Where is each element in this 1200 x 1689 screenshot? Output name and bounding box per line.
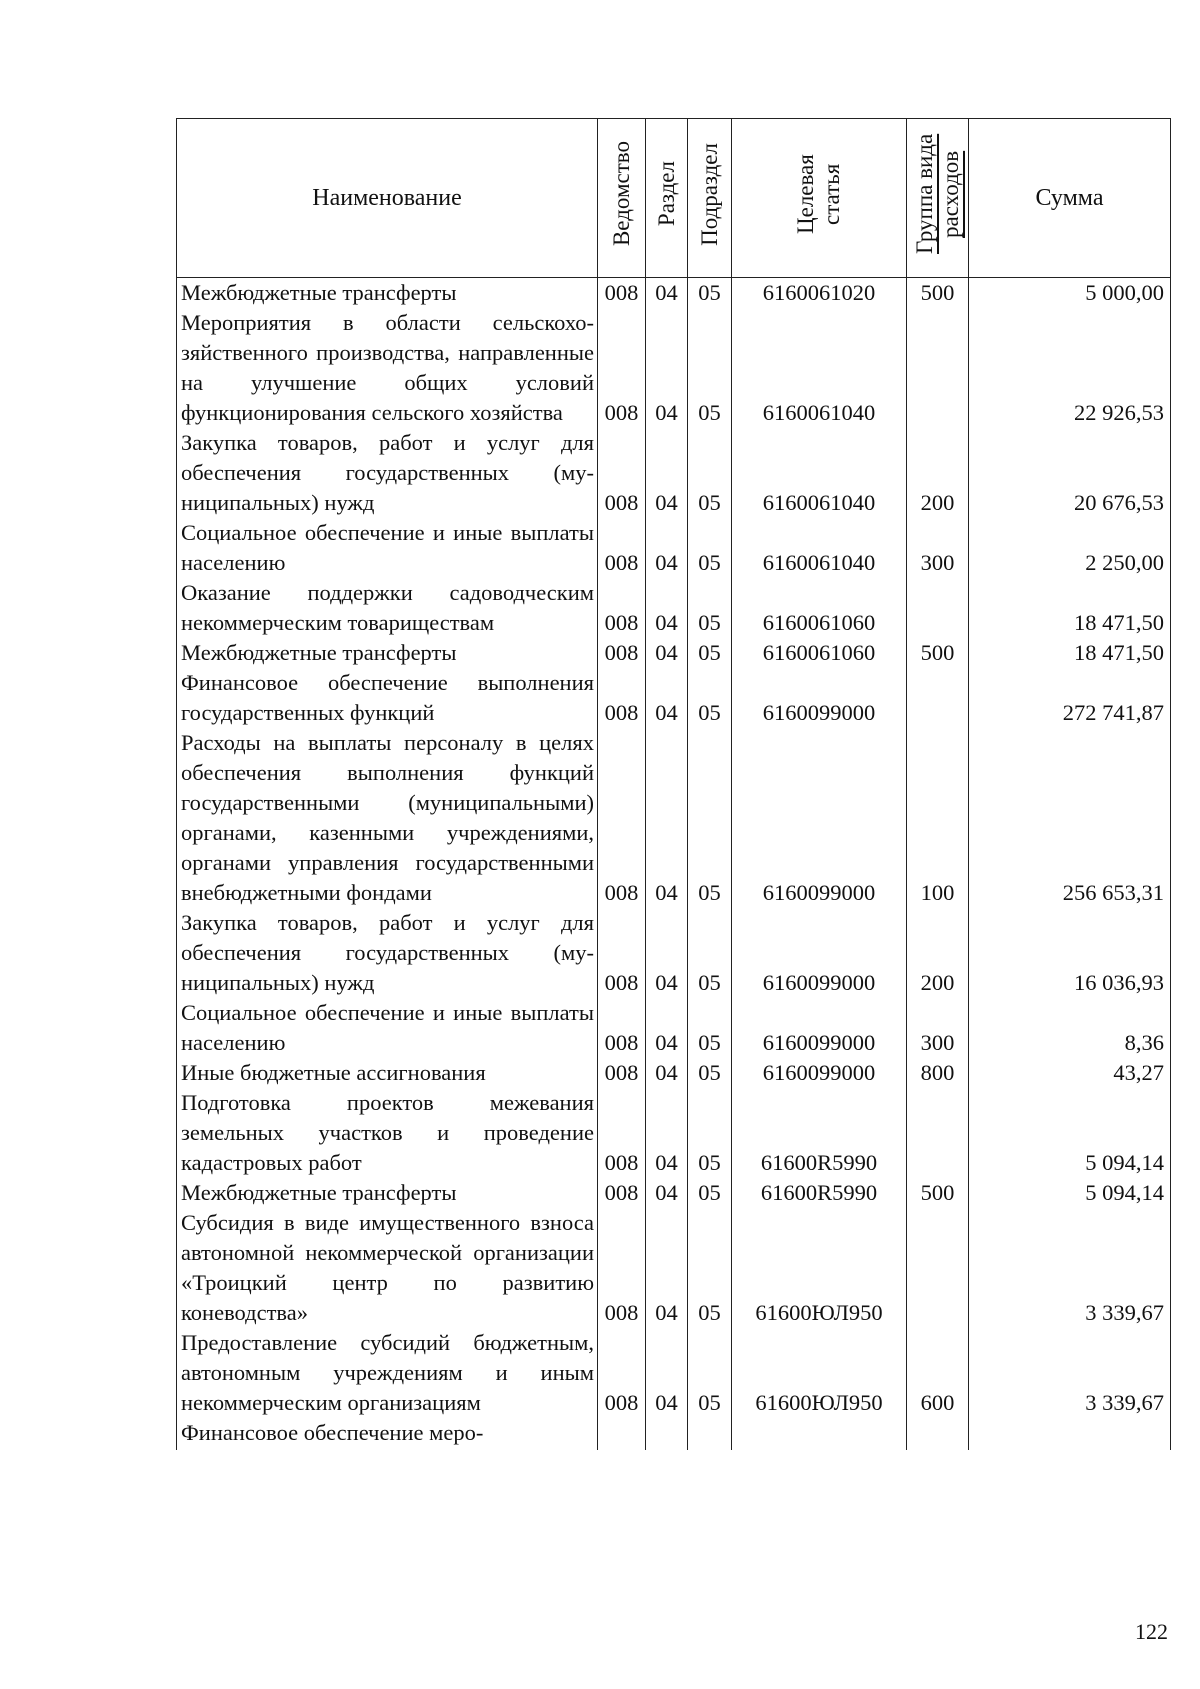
- cell-podr: 05: [688, 1058, 732, 1088]
- cell-sum: 2 250,00: [969, 518, 1171, 578]
- cell-podr: [688, 1418, 732, 1450]
- cell-sum: 43,27: [969, 1058, 1171, 1088]
- cell-name: Расходы на выплаты персоналу в целях обеспечения выполнения функций государственными (муниципальными) органами, казенными учреждениями, органами управления государственными внебюджетными фондами: [177, 728, 598, 908]
- cell-razd: 04: [646, 1058, 688, 1088]
- cell-podr: 05: [688, 578, 732, 638]
- cell-sum: 3 339,67: [969, 1328, 1171, 1418]
- cell-sum: 8,36: [969, 998, 1171, 1058]
- header-razd: [646, 119, 688, 278]
- cell-ved: 008: [598, 998, 646, 1058]
- cell-sum: 22 926,53: [969, 308, 1171, 428]
- header-razd-label: Раздел: [653, 161, 679, 227]
- cell-grp: 800: [907, 1058, 969, 1088]
- cell-razd: 04: [646, 578, 688, 638]
- cell-ved: 008: [598, 1088, 646, 1178]
- table-row: [177, 278, 1171, 309]
- cell-name: Социальное обеспечение и иные выплаты населению: [177, 998, 598, 1058]
- cell-ved: 008: [598, 638, 646, 668]
- cell-cel: 6160099000: [732, 908, 907, 998]
- cell-podr: 05: [688, 1178, 732, 1208]
- table-row: [177, 1418, 1171, 1450]
- cell-sum: 3 339,67: [969, 1208, 1171, 1328]
- cell-grp: [907, 578, 969, 638]
- cell-grp: 600: [907, 1328, 969, 1418]
- cell-sum: 20 676,53: [969, 428, 1171, 518]
- cell-cel: 6160061040: [732, 428, 907, 518]
- cell-name: Межбюджетные трансферты: [177, 638, 598, 668]
- cell-ved: 008: [598, 668, 646, 728]
- cell-sum: 256 653,31: [969, 728, 1171, 908]
- cell-ved: 008: [598, 518, 646, 578]
- budget-table-page: [176, 118, 1170, 1579]
- cell-podr: 05: [688, 1208, 732, 1328]
- cell-razd: 04: [646, 308, 688, 428]
- cell-razd: 04: [646, 1208, 688, 1328]
- table-row: [177, 1058, 1171, 1088]
- cell-razd: 04: [646, 638, 688, 668]
- cell-podr: 05: [688, 908, 732, 998]
- cell-name: Финансовое обеспечение меро-: [177, 1418, 598, 1450]
- cell-cel: 6160061060: [732, 578, 907, 638]
- cell-name: Социальное обеспечение и иные выплаты населению: [177, 518, 598, 578]
- cell-ved: 008: [598, 728, 646, 908]
- cell-sum: 5 094,14: [969, 1088, 1171, 1178]
- cell-grp: [907, 1208, 969, 1328]
- table-row: [177, 908, 1171, 998]
- cell-razd: 04: [646, 728, 688, 908]
- cell-cel: 6160099000: [732, 1058, 907, 1088]
- cell-cel: 61600R5990: [732, 1088, 907, 1178]
- cell-podr: 05: [688, 278, 732, 309]
- cell-podr: 05: [688, 1088, 732, 1178]
- cell-ved: 008: [598, 1208, 646, 1328]
- cell-ved: 008: [598, 278, 646, 309]
- cell-razd: 04: [646, 428, 688, 518]
- cell-sum: 18 471,50: [969, 638, 1171, 668]
- table-row: [177, 1328, 1171, 1418]
- cell-grp: 300: [907, 518, 969, 578]
- budget-table: [176, 118, 1171, 1450]
- table-row: [177, 518, 1171, 578]
- cell-grp: 200: [907, 428, 969, 518]
- cell-name: Межбюджетные трансферты: [177, 278, 598, 309]
- cell-name: Межбюджетные трансферты: [177, 1178, 598, 1208]
- cell-grp: 500: [907, 1178, 969, 1208]
- header-cel: [732, 119, 907, 278]
- header-cel-label: Целевая статья: [793, 154, 844, 234]
- cell-name: Оказание поддержки садоводческим некоммерческим товариществам: [177, 578, 598, 638]
- cell-podr: 05: [688, 428, 732, 518]
- cell-cel: 6160061040: [732, 308, 907, 428]
- table-row: [177, 1208, 1171, 1328]
- cell-ved: [598, 1418, 646, 1450]
- cell-name: Субсидия в виде имущественного взноса автономной некоммерческой организации «Троицкий центр по развитию коневодства»: [177, 1208, 598, 1328]
- cell-ved: 008: [598, 1328, 646, 1418]
- cell-name: Подготовка проектов межевания земельных участков и проведение кадастровых работ: [177, 1088, 598, 1178]
- cell-ved: 008: [598, 1178, 646, 1208]
- cell-cel: [732, 1418, 907, 1450]
- cell-grp: 500: [907, 278, 969, 309]
- cell-razd: 04: [646, 1328, 688, 1418]
- cell-sum: 5 094,14: [969, 1178, 1171, 1208]
- cell-podr: 05: [688, 1328, 732, 1418]
- header-name-label: Наименование: [312, 185, 462, 211]
- header-ved-label: Ведомство: [608, 141, 634, 247]
- cell-sum: 18 471,50: [969, 578, 1171, 638]
- header-name: [177, 119, 598, 278]
- cell-name: Мероприятия в области сельскохозяйственного производства, направленные на улучшение общих условий функционирования сельского хозяйства: [177, 308, 598, 428]
- cell-razd: 04: [646, 518, 688, 578]
- cell-grp: 200: [907, 908, 969, 998]
- cell-razd: 04: [646, 998, 688, 1058]
- cell-razd: [646, 1418, 688, 1450]
- cell-sum: 272 741,87: [969, 668, 1171, 728]
- header-ved: [598, 119, 646, 278]
- cell-sum: 16 036,93: [969, 908, 1171, 998]
- table-row: [177, 998, 1171, 1058]
- cell-cel: 6160099000: [732, 998, 907, 1058]
- cell-cel: 6160061020: [732, 278, 907, 309]
- cell-podr: 05: [688, 638, 732, 668]
- cell-ved: 008: [598, 1058, 646, 1088]
- cell-podr: 05: [688, 308, 732, 428]
- cell-grp: [907, 308, 969, 428]
- cell-razd: 04: [646, 1178, 688, 1208]
- table-header: [177, 119, 1171, 278]
- header-sum: [969, 119, 1171, 278]
- cell-name: Иные бюджетные ассигнования: [177, 1058, 598, 1088]
- table-row: [177, 668, 1171, 728]
- cell-ved: 008: [598, 308, 646, 428]
- cell-grp: 500: [907, 638, 969, 668]
- cell-razd: 04: [646, 908, 688, 998]
- cell-podr: 05: [688, 518, 732, 578]
- cell-grp: [907, 668, 969, 728]
- cell-cel: 61600R5990: [732, 1178, 907, 1208]
- table-row: [177, 308, 1171, 428]
- cell-grp: [907, 1088, 969, 1178]
- header-podr: [688, 119, 732, 278]
- header-podr-label: Подраздел: [696, 142, 722, 246]
- cell-podr: 05: [688, 668, 732, 728]
- cell-sum: 5 000,00: [969, 278, 1171, 309]
- cell-razd: 04: [646, 668, 688, 728]
- cell-ved: 008: [598, 578, 646, 638]
- table-row: [177, 428, 1171, 518]
- cell-cel: 6160061040: [732, 518, 907, 578]
- cell-cel: 61600ЮЛ950: [732, 1328, 907, 1418]
- cell-razd: 04: [646, 1088, 688, 1178]
- cell-cel: 6160099000: [732, 668, 907, 728]
- page-number: 122: [1135, 1619, 1168, 1644]
- cell-ved: 008: [598, 428, 646, 518]
- header-grp: [907, 119, 969, 278]
- cell-cel: 61600ЮЛ950: [732, 1208, 907, 1328]
- cell-name: Закупка товаров, работ и услуг для обеспечения государственных (муниципальных) нужд: [177, 908, 598, 998]
- cell-grp: 100: [907, 728, 969, 908]
- table-row: [177, 728, 1171, 908]
- cell-sum: [969, 1418, 1171, 1450]
- cell-podr: 05: [688, 998, 732, 1058]
- cell-grp: 300: [907, 998, 969, 1058]
- cell-razd: 04: [646, 278, 688, 309]
- table-row: [177, 578, 1171, 638]
- cell-ved: 008: [598, 908, 646, 998]
- cell-name: Закупка товаров, работ и услуг для обеспечения государственных (муниципальных) нужд: [177, 428, 598, 518]
- header-grp-label: Группа вида расходов: [911, 133, 963, 255]
- cell-name: Предоставление субсидий бюджетным, автономным учреждениям и иным некоммерческим организациям: [177, 1328, 598, 1418]
- table-body: [177, 278, 1171, 1451]
- cell-name: Финансовое обеспечение выполнения государственных функций: [177, 668, 598, 728]
- cell-grp: [907, 1418, 969, 1450]
- table-row: [177, 1178, 1171, 1208]
- table-row: [177, 1088, 1171, 1178]
- cell-podr: 05: [688, 728, 732, 908]
- table-row: [177, 638, 1171, 668]
- header-sum-label: Сумма: [1035, 185, 1104, 211]
- cell-cel: 6160061060: [732, 638, 907, 668]
- cell-cel: 6160099000: [732, 728, 907, 908]
